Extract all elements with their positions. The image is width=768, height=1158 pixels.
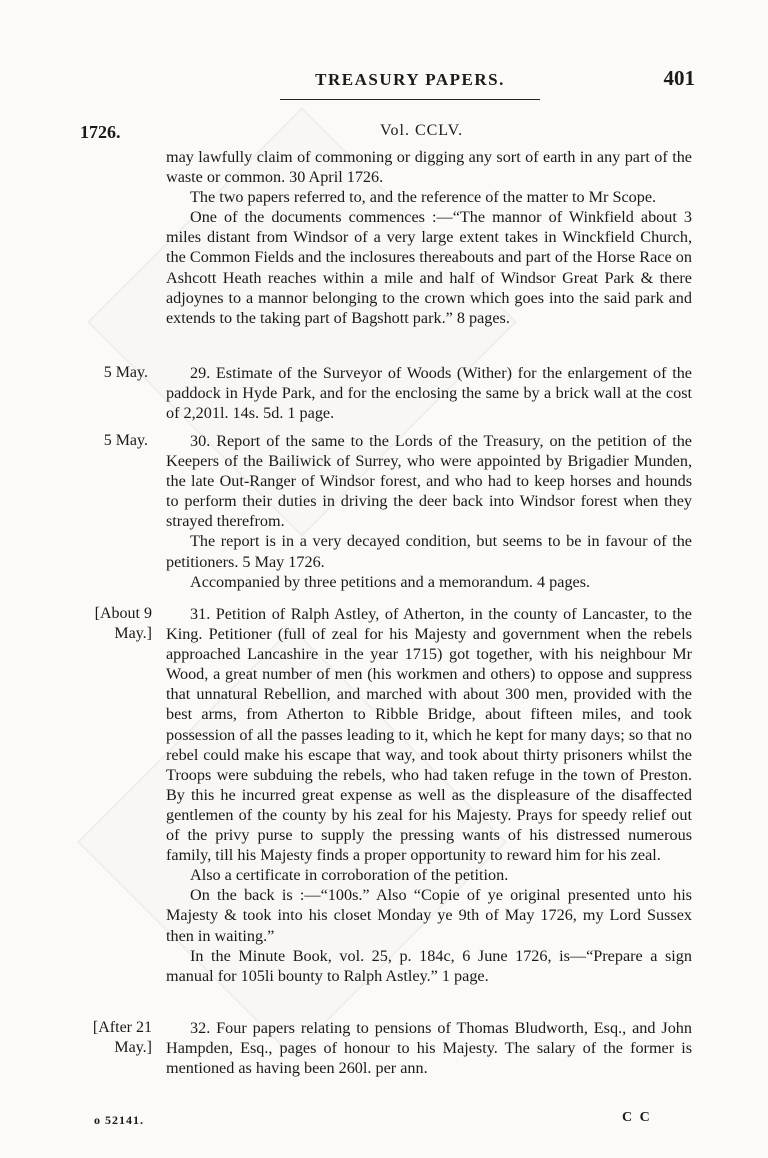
entry-date: [After 21 May.] xyxy=(92,1019,152,1056)
entry-paragraph: On the back is :—“100s.” Also “Copie of ye original presented unto his Majesty & took into his closet Monday ye 9th of May 1726, my Lord Sussex then in waiting.” xyxy=(166,886,692,945)
header-rule xyxy=(280,99,540,100)
entry-date: 5 May. xyxy=(103,432,148,449)
entry-date: [About 9 May.] xyxy=(94,605,152,642)
entry-paragraph: 30. Report of the same to the Lords of the Treasury, on the petition of the Keepers of the Bailiwick of Surrey, who were appointed by Brigadier Munden, the late Out-Ranger of Windsor forest, and who had to keep horses and hounds to perform their duties in driving the deer back into Windsor forest when they strayed therefrom. xyxy=(166,432,692,531)
entry-date: 5 May. xyxy=(103,364,148,381)
entry-body xyxy=(166,363,692,423)
entry-paragraph: 32. Four papers relating to pensions of Thomas Bludworth, Esq., and John Hampden, Esq., pages of honour to his Majesty. The salary of the former is mentioned as having been 260l. per ann. xyxy=(166,1019,692,1078)
page-number: 401 xyxy=(663,66,695,90)
entry-paragraph: The two papers referred to, and the reference of the matter to Mr Scope. xyxy=(190,188,657,207)
entry-paragraph: 29. Estimate of the Surveyor of Woods (Wither) for the enlargement of the paddock in Hyde Park, and for the enclosing the same by a brick wall at the cost of 2,201l. 14s. 5d. 1 page. xyxy=(166,364,692,423)
entry-body xyxy=(166,1018,692,1078)
entry-paragraph: In the Minute Book, vol. 25, p. 184c, 6 June 1726, is—“Prepare a sign manual for 105li bounty to Ralph Astley.” 1 page. xyxy=(166,946,692,985)
entry-paragraph: The report is in a very decayed condition, but seems to be in favour of the petitioners. 5 May 1726. xyxy=(166,532,692,571)
entry-paragraph: Also a certificate in corroboration of the petition. xyxy=(190,866,509,885)
entry-body xyxy=(166,147,692,328)
entry-paragraph: Accompanied by three petitions and a memorandum. 4 pages. xyxy=(190,572,591,591)
entry-body xyxy=(166,431,692,592)
entry-body xyxy=(166,604,692,986)
entry-paragraph: One of the documents commences :—“The mannor of Winkfield about 3 miles distant from Windsor of a very large extent takes in Winckfield Church, the Common Fields and the inclosures thereabouts and part of the Horse Race on Ashcott Heath reaches within a mile and half of Windsor Great Park & there adjoynes to a mannor belonging to the crown which goes into the said park and extends to the taking part of Bagshott park.” 8 pages. xyxy=(166,208,692,327)
margin-year: 1726. xyxy=(80,122,121,142)
footer-print-code: o 52141. xyxy=(94,1113,144,1127)
page-header-title: TREASURY PAPERS. xyxy=(315,70,505,89)
entry-paragraph: 31. Petition of Ralph Astley, of Atherton, in the county of Lancaster, to the King. Petitioner (full of zeal for his Majesty and government when the rebels approached Lancashire in the year 1715) got together, with his neighbour Mr Wood, a great number of men (his workmen and others) to oppose and suppress that unnatural Rebellion, and marched with about 300 men, provided with the best arms, from Atherton to Ribble Bridge, about fifteen miles, and took possession of all the passes leading to it, which he kept for many days; so that no rebel could make his escape that way, and took about thirty prisoners whilst the Troops were subduing the rebels, who had taken refuge in the town of Preston. By this he incurred great expense as well as the displeasure of the disaffected gentlemen of the county by his zeal for his Majesty. Prays for speedy relief out of the privy purse to supply the pressing wants of his distressed numerous family, till his Majesty finds a proper opportunity to reward him for his zeal. xyxy=(166,605,692,865)
volume-heading: Vol. CCLV. xyxy=(380,122,464,139)
entry-paragraph: may lawfully claim of commoning or digging any sort of earth in any part of the waste or common. 30 April 1726. xyxy=(166,148,692,187)
footer-signature-mark: C C xyxy=(622,1110,652,1125)
